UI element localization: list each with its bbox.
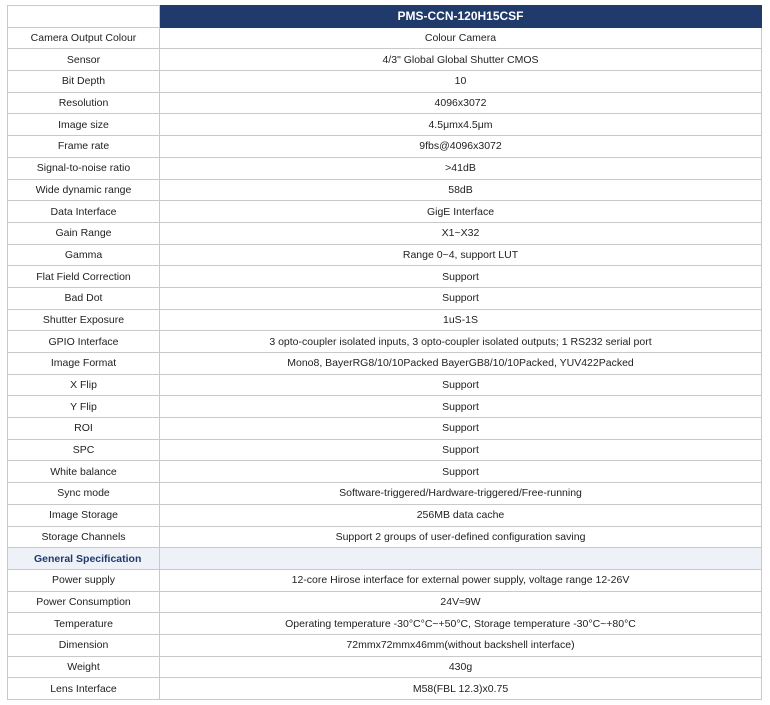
spec-label: Image Format <box>8 353 160 375</box>
spec-label: Lens Interface <box>8 678 160 700</box>
table-row <box>8 569 762 591</box>
spec-label: Frame rate <box>8 136 160 158</box>
header-blank-cell <box>8 6 160 28</box>
table-row <box>8 374 762 396</box>
table-row <box>8 157 762 179</box>
spec-value: Software-triggered/Hardware-triggered/Free-running <box>160 483 762 505</box>
table-row <box>8 353 762 375</box>
spec-label: Image Storage <box>8 504 160 526</box>
table-row <box>8 92 762 114</box>
spec-label: ROI <box>8 418 160 440</box>
spec-value: Support <box>160 266 762 288</box>
spec-label: Wide dynamic range <box>8 179 160 201</box>
spec-label: Power Consumption <box>8 591 160 613</box>
spec-value: 1uS-1S <box>160 309 762 331</box>
table-row <box>8 634 762 656</box>
table-row <box>8 266 762 288</box>
spec-label: Power supply <box>8 569 160 591</box>
table-row <box>8 591 762 613</box>
table-row <box>8 222 762 244</box>
spec-value: Support <box>160 418 762 440</box>
spec-label: Image size <box>8 114 160 136</box>
table-row <box>8 396 762 418</box>
spec-label: Flat Field Correction <box>8 266 160 288</box>
spec-label: Signal-to-noise ratio <box>8 157 160 179</box>
spec-value: 24V≈9W <box>160 591 762 613</box>
table-row <box>8 71 762 93</box>
spec-label: Bad Dot <box>8 287 160 309</box>
spec-value: 72mmx72mmx46mm(without backshell interface) <box>160 634 762 656</box>
table-row <box>8 504 762 526</box>
spec-label: Sensor <box>8 49 160 71</box>
table-row <box>8 461 762 483</box>
spec-label: Weight <box>8 656 160 678</box>
table-row <box>8 244 762 266</box>
spec-value: Mono8, BayerRG8/10/10Packed BayerGB8/10/10Packed, YUV422Packed <box>160 353 762 375</box>
spec-label: X Flip <box>8 374 160 396</box>
spec-label: White balance <box>8 461 160 483</box>
table-row <box>8 613 762 635</box>
table-row <box>8 201 762 223</box>
table-header-row <box>8 6 762 28</box>
table-row <box>8 49 762 71</box>
section-blank-cell <box>160 548 762 570</box>
spec-label: Shutter Exposure <box>8 309 160 331</box>
spec-value: Range 0~4, support LUT <box>160 244 762 266</box>
spec-value: Support <box>160 374 762 396</box>
spec-table-body <box>8 27 762 699</box>
spec-label: Gain Range <box>8 222 160 244</box>
spec-label: SPC <box>8 439 160 461</box>
spec-label: Gamma <box>8 244 160 266</box>
spec-label: Resolution <box>8 92 160 114</box>
spec-value: 9fbs@4096x3072 <box>160 136 762 158</box>
spec-label: Dimension <box>8 634 160 656</box>
spec-label: GPIO Interface <box>8 331 160 353</box>
spec-value: M58(FBL 12.3)x0.75 <box>160 678 762 700</box>
spec-value: Support <box>160 287 762 309</box>
spec-value: 4.5μmx4.5μm <box>160 114 762 136</box>
spec-value: Colour Camera <box>160 27 762 49</box>
spec-table <box>7 5 762 700</box>
spec-value: 256MB data cache <box>160 504 762 526</box>
table-row <box>8 483 762 505</box>
spec-value: Support <box>160 396 762 418</box>
spec-label: Temperature <box>8 613 160 635</box>
spec-value: Support <box>160 439 762 461</box>
spec-value: Support <box>160 461 762 483</box>
spec-label: Sync mode <box>8 483 160 505</box>
spec-value: 12-core Hirose interface for external power supply, voltage range 12-26V <box>160 569 762 591</box>
spec-value: >41dB <box>160 157 762 179</box>
table-row <box>8 439 762 461</box>
table-row <box>8 678 762 700</box>
spec-value: X1~X32 <box>160 222 762 244</box>
spec-value: GigE Interface <box>160 201 762 223</box>
spec-value: Operating temperature -30°C°C~+50°C, Storage temperature -30°C~+80°C <box>160 613 762 635</box>
spec-label: Y Flip <box>8 396 160 418</box>
section-header-row <box>8 548 762 570</box>
spec-label: Data Interface <box>8 201 160 223</box>
table-row <box>8 287 762 309</box>
spec-label: Storage Channels <box>8 526 160 548</box>
model-name: PMS-CCN-120H15CSF <box>160 6 762 28</box>
spec-label: Bit Depth <box>8 71 160 93</box>
spec-value: 4/3" Global Global Shutter CMOS <box>160 49 762 71</box>
spec-value: 4096x3072 <box>160 92 762 114</box>
spec-value: 58dB <box>160 179 762 201</box>
table-row <box>8 27 762 49</box>
table-row <box>8 418 762 440</box>
spec-value: Support 2 groups of user-defined configuration saving <box>160 526 762 548</box>
table-row <box>8 179 762 201</box>
table-row <box>8 114 762 136</box>
spec-value: 10 <box>160 71 762 93</box>
table-row <box>8 656 762 678</box>
section-title: General Specification <box>8 548 160 570</box>
spec-label: Camera Output Colour <box>8 27 160 49</box>
spec-value: 430g <box>160 656 762 678</box>
table-row <box>8 526 762 548</box>
table-row <box>8 309 762 331</box>
table-row <box>8 331 762 353</box>
table-row <box>8 136 762 158</box>
spec-value: 3 opto-coupler isolated inputs, 3 opto-coupler isolated outputs; 1 RS232 serial port <box>160 331 762 353</box>
